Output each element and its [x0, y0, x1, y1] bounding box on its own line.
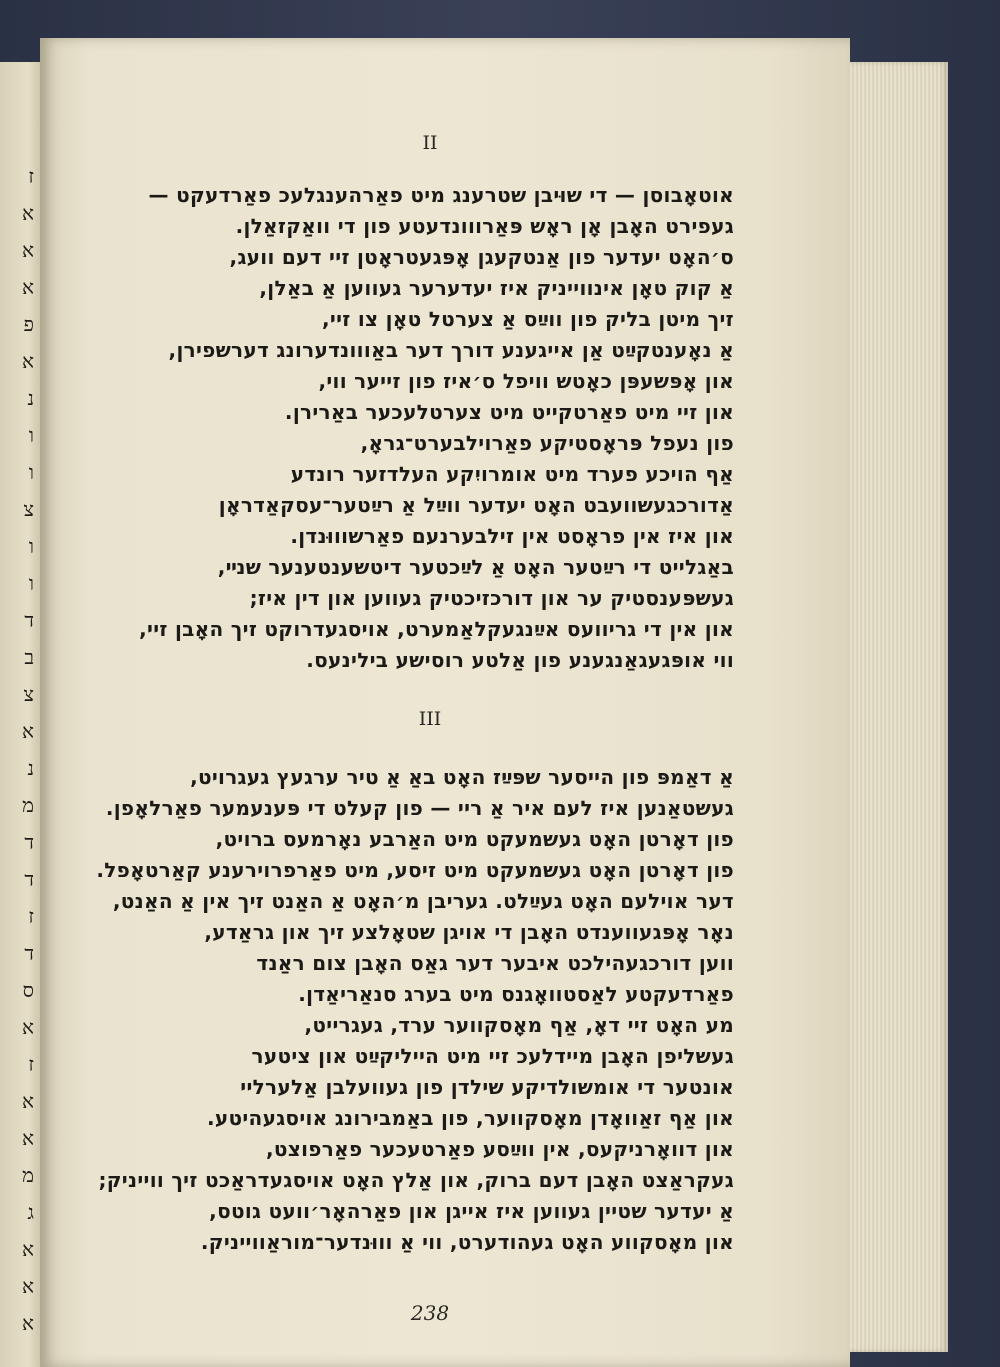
left-page-text-fragment: א [21, 1015, 34, 1039]
poem-line: פון דאָרטן האָט געשמעקט מיט האַרבע נאָרמעס ברויט, [215, 827, 734, 851]
poem-section-3 [14, 762, 734, 1258]
left-page-text-fragment: ו [28, 423, 34, 447]
poem-line: און אין די גריוועס אײַנגעקלאַמערט, אויסגעדרוקט זיך האָבן זיי, [139, 617, 734, 641]
left-page-text-fragment: נ [27, 386, 34, 410]
poem-line: געשפּענסטיק ער און דורכזיכטיק געווען און דין איז; [249, 586, 734, 610]
left-page-text-fragment: ד [24, 941, 34, 965]
poem-line: און איז אין פראָסט אין זילבערנעם פאַרשוווּנדן. [290, 524, 734, 548]
left-page-text-fragment: א [21, 1311, 34, 1335]
poem-line: ס׳האָט יעדער פון אַנטקעגן אָפּגעטראָטן זיי דעם וועג, [229, 245, 734, 269]
poem-line: ווען דורכגעהילכט איבער דער גאַס האָבן צום ראַנד [256, 951, 734, 975]
poem-line: און אַף זאַוואָדן מאָסקווער, פון באַמבירונג אויסגעהיטע. [206, 1106, 734, 1130]
book-page [40, 38, 850, 1367]
poem-line: אַף הויכע פערד מיט אומרויִקע העלדזער רונדע [290, 462, 734, 486]
poem-line: און דוואָרניקעס, אין ווײַסע פאַרטעכער פאַרפוצט, [266, 1137, 734, 1161]
left-page-text-fragment: א [21, 349, 34, 373]
left-page-text-fragment: פ [23, 312, 34, 336]
left-page-text-fragment: ג [27, 1200, 34, 1224]
page-block-edge [850, 62, 948, 1352]
poem-line: אוטאָבוסן — די שוּיבן שטרענג מיט פאַרהענגלעכ פאַרדעקט — [148, 183, 734, 207]
left-page-text-fragment: ז [28, 164, 34, 188]
poem-line: פאַרדעקטע לאַסטוואָגנס מיט בערג סנאַריאַדן. [298, 982, 734, 1006]
poem-line: פון נעפל פּראָסטיקע פאַרוילבערט־גראָ, [360, 431, 734, 455]
poem-line: באַגלייט די רײַטער האָט אַ לײַכטער דיטשענטענער שנײ, [217, 555, 734, 579]
left-page-text-fragment: ד [24, 608, 34, 632]
left-page-text-fragment: א [21, 275, 34, 299]
left-page-text-fragment: ס [22, 978, 34, 1002]
left-page-text-fragment: א [21, 1237, 34, 1261]
poem-line: פון דאָרטן האָט געשמעקט מיט זיסע, מיט פאַרפרוירענע קאַרטאָפל. [96, 858, 734, 882]
poem-line: מע האָט זיי דאָ, אַף מאָסקווער ערד, געגרייט, [304, 1013, 734, 1037]
left-page-text-fragment: ז [28, 904, 34, 928]
left-page-text-fragment: א [21, 238, 34, 262]
poem-line: ווי אופּגעגאַנגענע פון אַלטע רוסישע בילינעס. [306, 648, 734, 672]
poem-line: אַדורכגעשוועבט האָט יעדער ווײַל אַ רײַטער־עסקאַדראָן [218, 493, 734, 517]
left-page-text-fragment: ז [28, 1052, 34, 1076]
left-page-text-fragment: צ [23, 682, 34, 706]
left-page-text-fragment: ב [24, 645, 34, 669]
left-page-text-fragment: צ [23, 497, 34, 521]
poem-line: געפירט האָבן אָן ראָש פּאַרווונדעטע פון די וואַקזאַלן. [235, 214, 734, 238]
left-page-text-fragment: ד [24, 830, 34, 854]
left-page-text-fragment: נ [27, 756, 34, 780]
poem-line: און אָפּשעפּן כאָטש וויפל ס׳איז פון זייער ווי, [318, 369, 734, 393]
left-page-text-fragment: ו [28, 571, 34, 595]
left-page-text-fragment: מ [22, 793, 34, 817]
poem-line: געשטאַנען איז לעם איר אַ ריי — פון קעלט די פּענעמער פאַרלאָפן. [105, 796, 734, 820]
left-page-text-fragment: א [21, 201, 34, 225]
left-page-text-fragment: א [21, 1126, 34, 1150]
poem-line: אַ יעדער שטיין געווען איז אייגן און פאַרהאָר׳וועט גוטס, [209, 1199, 734, 1223]
poem-line: אַ קוק טאָן אינווייניק איז יעדערער געווען אַ באַלן, [259, 276, 734, 300]
poem-line: אַ נאָענטקײַט אַן אייגענע דורך דער באַווונדערונג דערשפירן, [168, 338, 734, 362]
left-page-text-fragment: ד [24, 867, 34, 891]
poem-line: דער אוילעם האָט געײַלט. געריבן מ׳האָט אַ האַנט זיך אין אַ האַנט, [112, 889, 734, 913]
poem-line: און מאָסקווע האָט געהודערט, ווי אַ וווּנדער־מוראַווייניק. [200, 1230, 734, 1254]
left-page-text-fragment: ו [28, 460, 34, 484]
page-number: 238 [410, 1301, 450, 1325]
left-page-text-fragment: ו [28, 534, 34, 558]
poem-line: געקראַצט האָבן דעם ברוק, און אַלץ האָט אויסגעדראַכט זיך ווייניק; [98, 1168, 734, 1192]
section-number-3: III [418, 708, 442, 730]
poem-line: אונטער די אומשולדיקע שילדן פון געוועלבן אַלערליי [240, 1075, 734, 1099]
poem-line: אַ דאַמפּ פון הייסער שפּײַז האָט באַ אַ טיר ערגעץ געגרויט, [190, 765, 734, 789]
poem-line: נאָר אָפּגעווענדט האָבן די אויגן שטאָלצע זיך און גראַדע, [204, 920, 734, 944]
left-page-text-fragment: א [21, 1274, 34, 1298]
left-page-text-fragment: א [21, 719, 34, 743]
poem-line: געשליפן האָבן מיידלעכ זיי מיט הייליקײַט און ציטער [251, 1044, 734, 1068]
section-number-2: II [422, 132, 438, 154]
left-page-text-fragment: א [21, 1089, 34, 1113]
poem-line: און זיי מיט פאַרטקייט מיט צערטלעכער באַרירן. [284, 400, 734, 424]
poem-line: זיך מיטן בליק פון ווײַס אַ צערטל טאָן צו זיי, [321, 307, 734, 331]
left-page-text-fragment: מ [22, 1163, 34, 1187]
poem-section-2 [14, 180, 734, 676]
